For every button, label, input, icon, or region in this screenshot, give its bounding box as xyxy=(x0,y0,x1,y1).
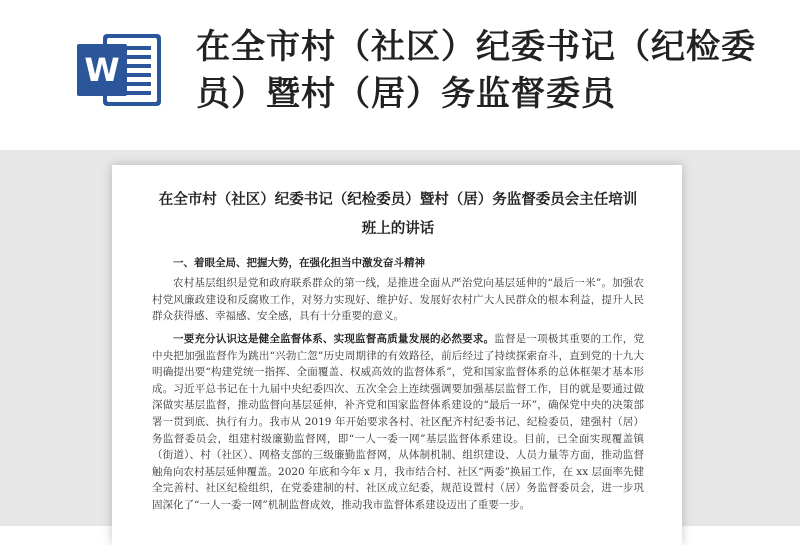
word-icon-letter: W xyxy=(84,51,120,89)
paragraph-2-body: 监督是一项极其重要的工作，党中央把加强监督作为跳出“兴勃亡忽”历史周期律的有效路径，前后经过了持续探索奋斗，直到党的十九大明确提出要“构建党统一指挥、全面覆盖、权威高效的监督体系”，党和国家监督体系的总体框架才基本形成。习近平总书记在十九届中央纪委四次、五次全会上连续强调要加强基层监督工作，目的就是要通过做深做实基层监督，推动监督向基层延伸，补齐党和国家监督体系建设的“最后一环”，确保党中央的决策部署一贯到底、执行有力。我市从 2019 年开始要求各村、社区配齐村纪委书记、纪检委员，建强村（居）务监督委员会，组建村级廉勤监督网，即“一人一委一网”基层监督体系建设。目前，已全面实现覆盖镇（街道）、村（社区）、网格支部的三级廉勤监督网，从体制机制、组织建设、人员力量等方面，推动监督触角向农村基层延伸覆盖。2020 年底和今年 x 月，我市结合村、社区“两委”换届工作，在 xx 层面率先健全完善村、社区纪检组织，在党委建制的村、社区成立纪委，规范设置村（居）务监督委员会，进一步巩固深化了“一人一委一网”机制监督成效，推动我市监督体系建设迈出了重要一步。 xyxy=(152,333,645,511)
paragraph-1: 农村基层组织是党和政府联系群众的第一线，是推进全面从严治党向基层延伸的“最后一米”。加强农村党风廉政建设和反腐败工作，对努力实现好、维护好、发展好农村广大人民群众的根本利益，提升人民群众获得感、幸福感、安全感，具有十分重要的意义。 xyxy=(152,277,644,323)
word-icon xyxy=(75,30,165,110)
paragraph-2 xyxy=(152,331,644,514)
section-heading: 一、着眼全局、把握大势，在强化担当中激发奋斗精神 xyxy=(173,257,425,269)
paragraph-2-lead: 一要充分认识这是健全监督体系、实现监督高质量发展的必然要求。 xyxy=(173,333,495,345)
document-page xyxy=(112,165,682,545)
document-title: 在全市村（社区）纪委书记（纪检委员）暨村（居）务监督委员会主任培训班上的讲话 xyxy=(158,191,638,237)
page-title: 在全市村（社区）纪委书记（纪检委员）暨村（居）务监督委员 xyxy=(196,27,756,114)
header xyxy=(0,0,800,150)
